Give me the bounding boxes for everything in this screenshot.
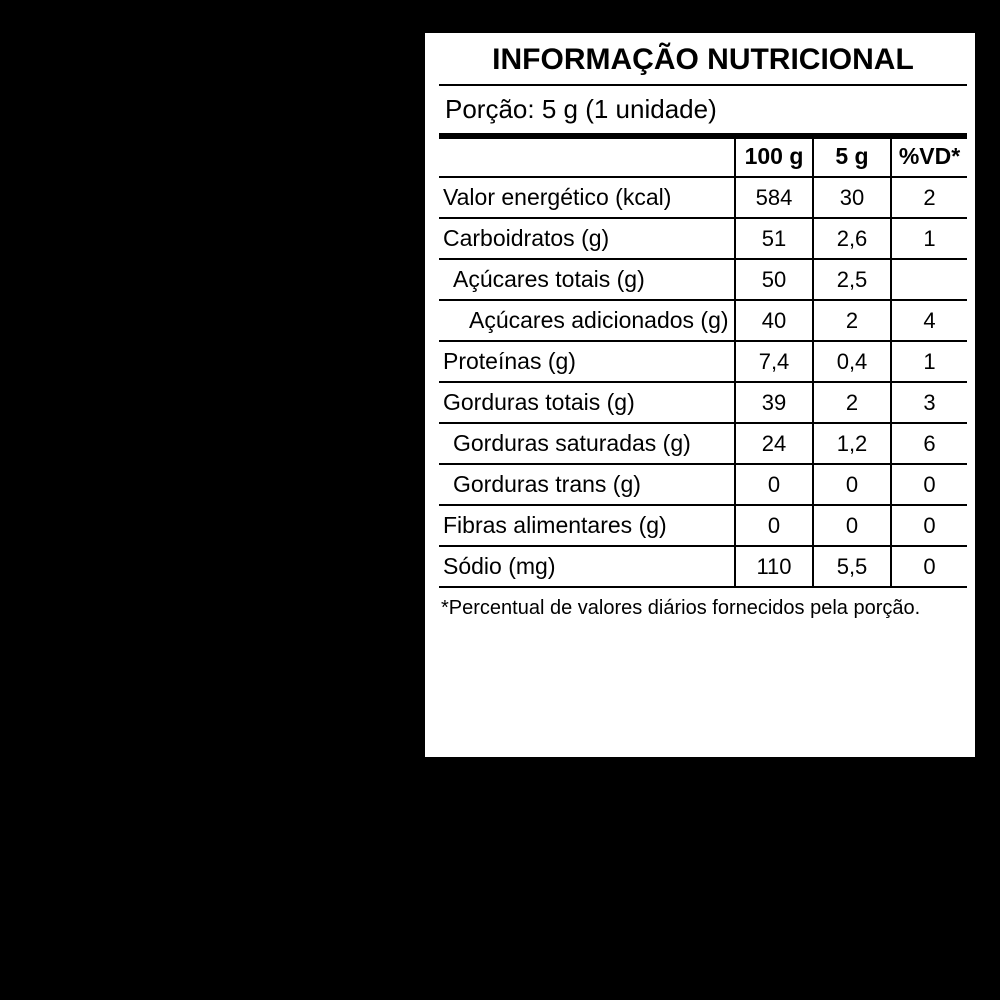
portion-text: Porção: 5 g (1 unidade) xyxy=(445,94,717,124)
table-row xyxy=(439,505,967,546)
row-value-serving: 2 xyxy=(813,382,891,423)
row-label: Carboidratos (g) xyxy=(439,218,735,259)
footnote-text: *Percentual de valores diários fornecidos pela porção. xyxy=(441,597,921,620)
column-header-100g: 100 g xyxy=(735,139,813,177)
row-value-serving: 30 xyxy=(813,177,891,218)
table-row xyxy=(439,546,967,587)
row-label: Proteínas (g) xyxy=(439,341,735,382)
row-value-serving: 2,5 xyxy=(813,259,891,300)
row-value-serving: 2 xyxy=(813,300,891,341)
row-value-100g: 40 xyxy=(735,300,813,341)
row-value-dv: 0 xyxy=(891,546,967,587)
row-value-dv: 6 xyxy=(891,423,967,464)
table-row xyxy=(439,382,967,423)
row-value-serving: 2,6 xyxy=(813,218,891,259)
row-label: Gorduras saturadas (g) xyxy=(439,423,735,464)
row-value-100g: 0 xyxy=(735,505,813,546)
row-label: Gorduras trans (g) xyxy=(439,464,735,505)
table-row xyxy=(439,259,967,300)
row-value-serving: 0 xyxy=(813,464,891,505)
column-header-name xyxy=(439,139,735,177)
row-label: Gorduras totais (g) xyxy=(439,382,735,423)
table-row xyxy=(439,464,967,505)
row-label: Açúcares adicionados (g) xyxy=(439,300,735,341)
row-label: Valor energético (kcal) xyxy=(439,177,735,218)
page-title: INFORMAÇÃO NUTRICIONAL xyxy=(492,43,914,76)
row-value-serving: 0,4 xyxy=(813,341,891,382)
table-row xyxy=(439,423,967,464)
row-value-dv: 1 xyxy=(891,341,967,382)
row-value-dv: 3 xyxy=(891,382,967,423)
row-value-serving: 1,2 xyxy=(813,423,891,464)
nutrition-facts-inner xyxy=(439,41,967,620)
row-value-dv: 2 xyxy=(891,177,967,218)
row-value-100g: 24 xyxy=(735,423,813,464)
row-value-100g: 0 xyxy=(735,464,813,505)
table-row xyxy=(439,177,967,218)
column-header-serving: 5 g xyxy=(813,139,891,177)
table-row xyxy=(439,218,967,259)
row-value-dv: 1 xyxy=(891,218,967,259)
row-value-serving: 0 xyxy=(813,505,891,546)
row-value-100g: 110 xyxy=(735,546,813,587)
row-value-dv: 0 xyxy=(891,464,967,505)
row-value-100g: 50 xyxy=(735,259,813,300)
table-header-row xyxy=(439,139,967,177)
column-header-dv: %VD* xyxy=(891,139,967,177)
row-value-100g: 39 xyxy=(735,382,813,423)
row-value-dv: 4 xyxy=(891,300,967,341)
row-label: Fibras alimentares (g) xyxy=(439,505,735,546)
row-label: Sódio (mg) xyxy=(439,546,735,587)
table-row xyxy=(439,300,967,341)
row-value-serving: 5,5 xyxy=(813,546,891,587)
row-value-dv xyxy=(891,259,967,300)
table-body xyxy=(439,177,967,587)
row-value-dv: 0 xyxy=(891,505,967,546)
row-value-100g: 51 xyxy=(735,218,813,259)
nutrition-table xyxy=(439,139,967,588)
table-row xyxy=(439,341,967,382)
row-value-100g: 7,4 xyxy=(735,341,813,382)
nutrition-facts-panel xyxy=(422,30,978,760)
row-label: Açúcares totais (g) xyxy=(439,259,735,300)
row-value-100g: 584 xyxy=(735,177,813,218)
